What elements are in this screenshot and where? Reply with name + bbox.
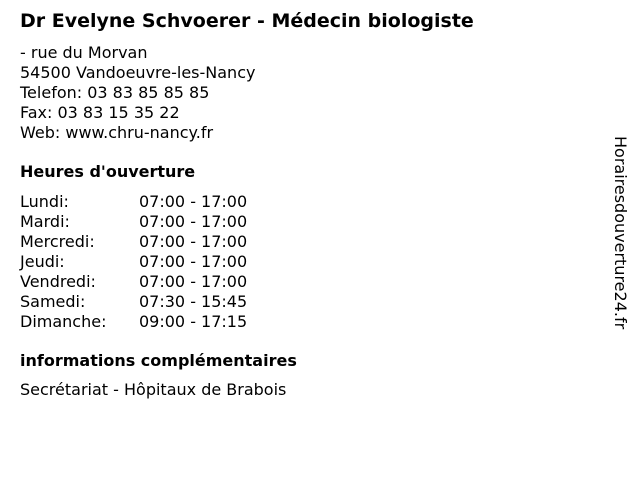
hours-row-saturday xyxy=(20,292,600,312)
hours-row-tuesday xyxy=(20,212,600,232)
site-watermark: Horairesdouverture24.fr xyxy=(611,136,630,330)
hours-day: Samedi: xyxy=(20,292,86,311)
hours-day: Vendredi: xyxy=(20,272,96,291)
website: Web: www.chru-nancy.fr xyxy=(20,123,214,142)
main-content xyxy=(20,8,600,400)
city-address: 54500 Vandoeuvre-les-Nancy xyxy=(20,63,256,82)
hours-time: 07:00 - 17:00 xyxy=(139,272,248,291)
street-address: - rue du Morvan xyxy=(20,43,148,62)
hours-time: 07:30 - 15:45 xyxy=(139,292,248,311)
hours-time: 09:00 - 17:15 xyxy=(139,312,248,331)
additional-info-heading: informations complémentaires xyxy=(20,351,297,370)
hours-time: 07:00 - 17:00 xyxy=(139,232,248,251)
hours-day: Dimanche: xyxy=(20,312,107,331)
hours-day: Mardi: xyxy=(20,212,70,231)
hours-day: Jeudi: xyxy=(20,252,65,271)
opening-hours-table xyxy=(20,192,600,332)
hours-time: 07:00 - 17:00 xyxy=(139,252,248,271)
hours-row-sunday xyxy=(20,312,600,332)
hours-row-monday xyxy=(20,192,600,212)
phone-number: Telefon: 03 83 85 85 85 xyxy=(20,83,210,102)
page-title: Dr Evelyne Schvoerer - Médecin biologiste xyxy=(20,10,474,32)
opening-hours-heading: Heures d'ouverture xyxy=(20,162,196,181)
hours-day: Mercredi: xyxy=(20,232,95,251)
hours-time: 07:00 - 17:00 xyxy=(139,192,248,211)
hours-day: Lundi: xyxy=(20,192,69,211)
hours-row-friday xyxy=(20,272,600,292)
additional-info-text: Secrétariat - Hôpitaux de Brabois xyxy=(20,380,287,399)
address-block xyxy=(20,43,600,143)
hours-time: 07:00 - 17:00 xyxy=(139,212,248,231)
hours-row-thursday xyxy=(20,252,600,272)
fax-number: Fax: 03 83 15 35 22 xyxy=(20,103,180,122)
hours-row-wednesday xyxy=(20,232,600,252)
